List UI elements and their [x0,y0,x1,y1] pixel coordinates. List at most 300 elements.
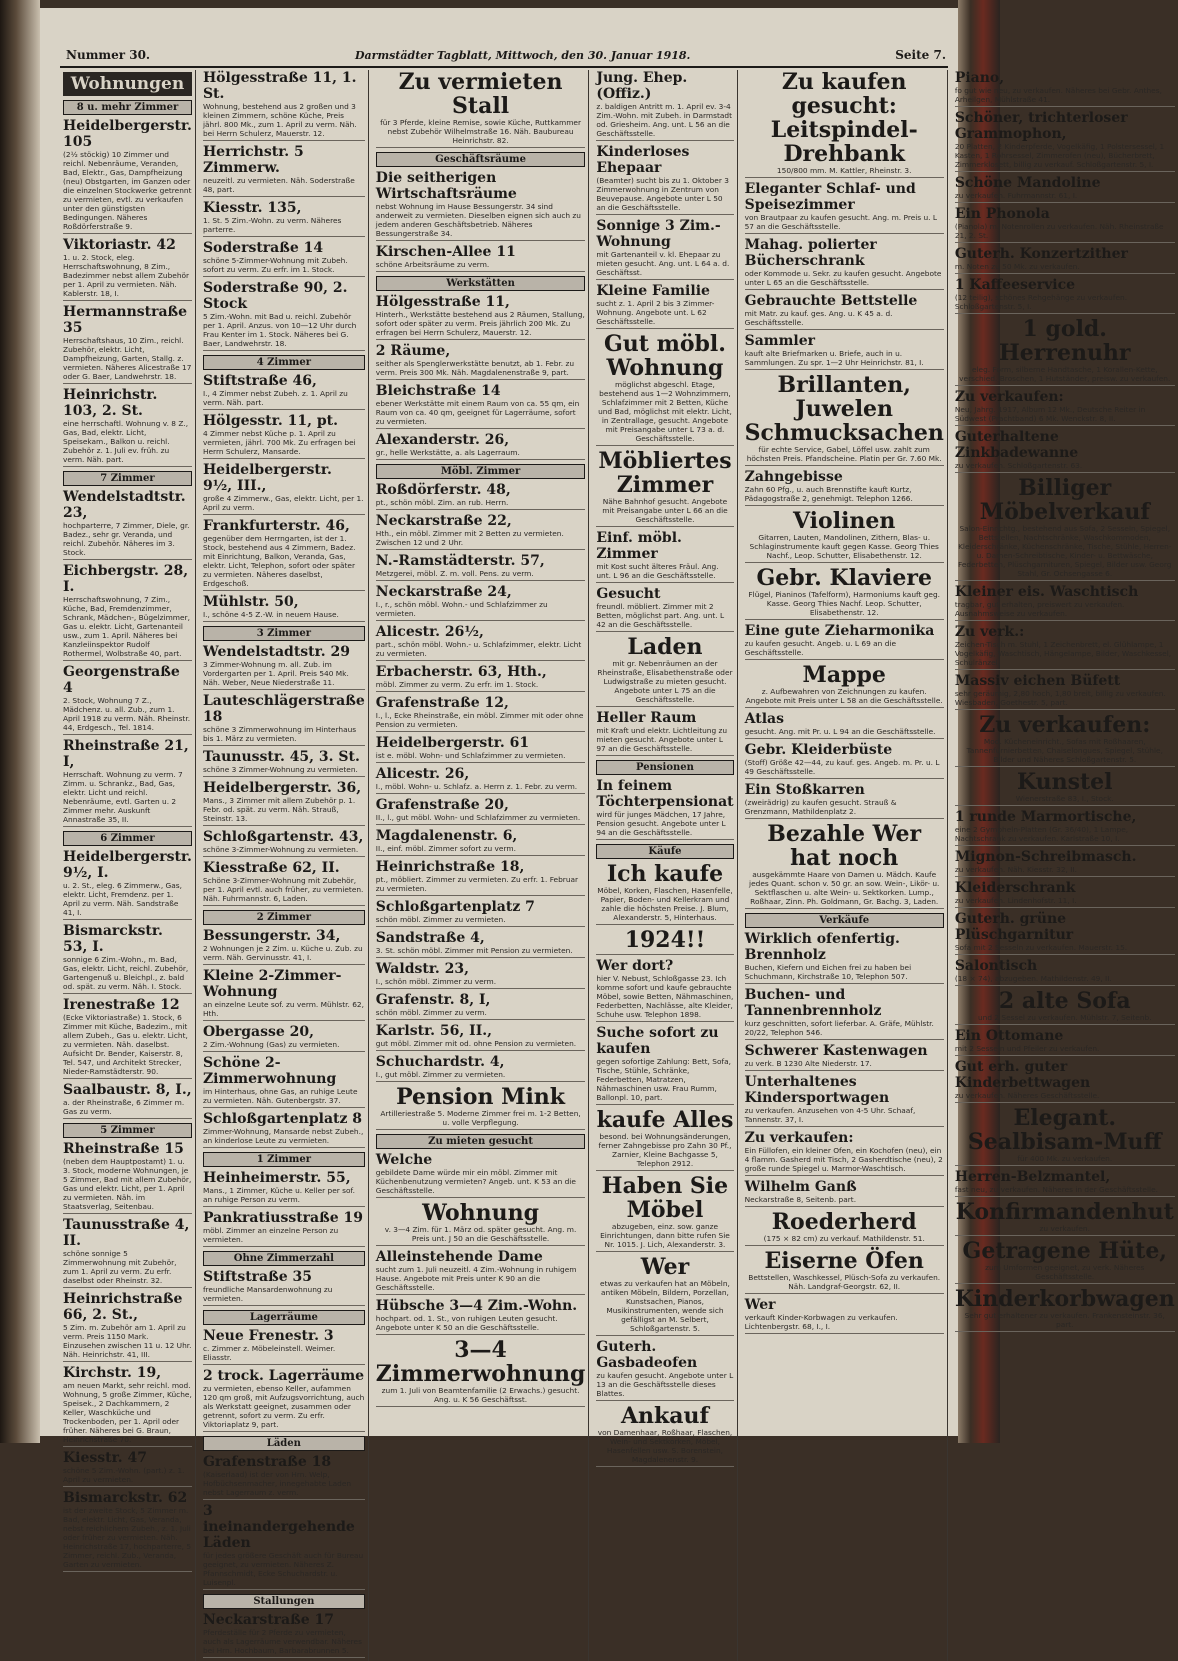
ad-headline: Magdalenenstr. 6, [375,828,518,844]
ad-headline: 1 Kaffeeservice [954,277,1076,293]
category-heading: 2 Zimmer [203,910,365,925]
ad-body: etwas zu verkaufen hat an Möbeln, antiken Möbeln, Bildern, Porzellan, Kunstsachen, Pianos, Musikinstrumenten, wende sich gefälligst an M. Selbert, Schloßgartenstr. 5. [600,1279,730,1333]
ad-body: v. 3—4 Zim. für 1. März od. später gesucht. Ang. m. Preis unt. J 50 an die Geschäftsstelle. [384,1225,577,1243]
ad-headline: Heller Raum [596,710,697,726]
classified-ad [955,911,1175,955]
ad-headline: Wer [744,1297,776,1313]
ad-headline: Neue Frenestr. 3 [202,1328,334,1344]
ad-body: (175 × 82 cm) zu verkauf. Mathildenstr. 51. [763,1234,925,1243]
ad-headline: Kleine Familie [596,283,710,299]
ad-body: Metzgerei, möbl. Z. m. voll. Pens. zu verm. [375,569,534,578]
ad-headline: 2 trock. Lagerräume [202,1368,365,1384]
classified-ad [745,1179,944,1207]
ad-body: wird für junges Mädchen, 17 Jahre, Pension gesucht. Angebote unter L 94 an die Geschäftsstelle. [596,810,726,837]
classified-ad [955,389,1175,426]
ad-headline: Zu verk.: [954,624,1025,640]
classified-ad [203,1328,365,1365]
page-number: Seite 7. [895,48,946,62]
ad-body: Herrschaft. Wohnung zu verm. 7 Zimm. u. Schrankz., Bad, Gas, elektr. Licht und reichl. Nebenräume, evtl. Garten u. 2 Zimmer mehr. Auskunft Annastraße 35, II. [63,770,183,824]
masthead-line: Darmstädter Tagblatt, Mittwoch, den 30. Januar 1918. [355,49,691,62]
classified-ad [376,1338,586,1407]
classified-ad [203,829,365,857]
ad-body: zu kaufen gesucht. Angeb. u. L 69 an die Geschäftsstelle. [744,639,897,657]
ad-headline: Einf. möbl. Zimmer [596,530,682,562]
ad-headline: Billiger Möbelverkauf [979,475,1150,525]
ad-body: schöne Arbeitsräume zu verm. [375,260,490,269]
classified-ad [596,332,733,446]
ad-body: a. der Rheinstraße, 6 Zimmer m. Gas zu verm. [63,1098,185,1116]
classified-ad [376,482,586,510]
ad-body: ist der zweite Stock, 5 Zimmer m. Bad, elektr. Licht, Gas, Veranda, nebst reichlichem Zubeh., z. 1. Juli oder früher zu vermieten. Näh. Heinrichstraße 17, hochparterre, 5 Zimmer, reichl. Zub., Veranda, Garten zu vermieten. [63,1506,192,1569]
ad-body: 3 Zimmer-Wohnung m. all. Zub. im Vordergarten per 1. April. Preis 540 Mk. Näh. Weber, Neue Niederstraße 11. [202,660,349,687]
ad-body: Artilleriestraße 5. Moderne Zimmer frei m. 1-2 Betten, u. volle Verpflegung. [380,1109,581,1127]
page-header [66,48,946,68]
ad-body: ebener Werkstätte mit einem Raum von ca. 55 qm, ein Raum von ca. 40 qm, geeignet für Lagerräume, sofort zu vermieten. [375,399,580,426]
ad-body: schöne 3 Zimmer-Wohnung zu vermieten. [202,765,358,774]
ad-body: Herrschaftswohnung, 7 Zim., Küche, Bad, Fremdenzimmer, Schrank, Mädchen-, Bügelzimmer, Gas u. elektr. Licht, Gartenanteil usw., zum 1. April. Näheres bei Kanzleiinspektor Rudolf Rothermel, Wolbstraße 40, part. [63,595,190,658]
ad-headline: Hölgesstraße 11, [375,294,510,310]
classified-ad [63,1450,192,1487]
ad-body: seither als Spenglerwerkstätte benutzt, ab 1. Febr. zu verm. Preis 300 Mk. Näh. Magdalenenstraße 9, part. [375,359,575,377]
classified-ad [745,333,944,370]
classified-ad [955,880,1175,908]
ad-body: (neben dem Hauptpostamt) 1. u. 3. Stock, moderne Wohnungen, je 5 Zimmer, Bad mit allem Zubehör, Gas und elektr. Licht, per 1. April zu vermieten. Näh. im Staatsverlag, Seitenbau. [63,1157,192,1211]
classified-ad [376,1054,586,1082]
ad-body: an einzelne Leute sof. zu verm. Mühlstr. 62, Hth. [202,1000,364,1018]
ad-headline: Grafenstraße 20, [375,797,509,813]
category-heading: Stallungen [203,1594,365,1609]
ad-headline: Massiv eichen Büfett [954,673,1121,689]
ad-body: hochpart. od. 1. St., von ruhigen Leuten gesucht. Angebote unter K 50 an die Geschäftsstelle. [375,1314,558,1332]
category-heading: 5 Zimmer [63,1123,192,1138]
ad-body: ausgekämmte Haare von Damen u. Mädch. Kaufe jedes Quant. schon v. 50 gr. an sow. Wein-, Likör- u. Sektflaschen u. alte Wein- u. Sektkorken. Lump., Roßhaar, Zinn. Ph. Goldmann, Gr. Bachg. 3, Laden. [749,870,940,906]
ad-body: 5 Zim. m. Zubehör am 1. April zu verm. Preis 1150 Mark. Einzusehen zwischen 11 u. 12 Uhr. Näh. Heinrichstr. 41, III. [63,1323,192,1359]
ad-headline: Mühlstr. 50, [202,594,299,610]
ad-headline: Pension Mink [396,1084,566,1110]
ad-body: Salon-Einrichtg., bestehend aus Sofa, 2 Sesseln, Spiegel, Bettstellen, Nachtschränke, Waschkommoden, Kleiderschränke, Küchenschränke, Tische, Stühle, Herren- u. Damen-Schreibtische, Kinder- u. Bettwäsche, Federbetten, Plüschgarnituren, Spiegel, Bilder usw. Georg Stahl, Gr. Ochsengasse 6. [958,524,1172,578]
ad-body: 2 Zim.-Wohnung (Gas) zu vermieten. [202,1040,340,1049]
classified-ad [955,429,1175,473]
ad-body: (18 × 74), abzugeben. Mathildenstr. 49, II. [954,974,1112,983]
ad-headline: Kiesstr. 135, [202,200,302,216]
ad-headline: Kiesstraße 62, II. [202,860,340,876]
ad-headline: Kinderloses Ehepaar [596,144,690,176]
ad-body: neuzeitl. zu vermieten. Näh. Soderstraße 48, part. [202,176,355,194]
ad-headline: Alleinstehende Dame [375,1249,543,1265]
ad-headline: Eleganter Schlaf- und Speisezimmer [744,181,916,213]
classified-ad [955,110,1175,172]
ad-body: ist e. möbl. Wohn- und Schlafzimmer zu vermieten. [375,751,566,760]
ad-body: zu verkaufen. Lindenhofstr. 11, I. [954,896,1077,905]
classified-ad [376,664,586,692]
ad-body: Zimmer-Wohnung, Mansarde nebst Zubeh., an kinderlose Leute zu vermieten. [202,1127,364,1145]
classified-ad [203,860,365,906]
classified-ad [63,387,192,467]
ad-headline: Wohnung [422,1200,540,1226]
ad-body: gr., helle Werkstätte, a. als Lagerraum. [375,448,520,457]
classified-ad [203,462,365,515]
classified-ad [203,1368,365,1432]
ad-body: hier V. Nebust, Schloßgasse 23. Ich komme sofort und kaufe gebrauchte Möbel, sowie Betten, Nähmaschinen, Federbetten, Nachlässe, alte Kleider, Schuhe usw. Telephon 1898. [596,974,734,1019]
ad-headline: Wirklich ofenfertig. Brennholz [744,931,900,963]
ad-headline: Alicestr. 26, [375,766,470,782]
classified-ad [745,70,944,178]
classified-ad [596,530,733,583]
ad-headline: Wilhelm Ganß [744,1179,857,1195]
ad-headline: Neckarstraße 17 [202,1612,335,1628]
ad-headline: Schwerer Kastenwagen [744,1043,928,1059]
classified-ad [376,513,586,550]
classified-ad [376,1249,586,1295]
classified-ad [203,518,365,591]
ad-headline: Heidelbergerstr. 61 [375,735,530,751]
ad-headline: Ein Ottomane [954,1028,1064,1044]
classified-ad [596,218,733,280]
ad-headline: Heinheimerstr. 55, [202,1170,351,1186]
classified-ad [203,373,365,410]
ad-headline: Obergasse 20, [202,1024,314,1040]
ad-body: Ein Füllofen, ein kleiner Ofen, ein Kochofen (neu), ein 4 flamm. Gasherd mit Tisch, 2 Gasherdtische (neu), 2 große runde Spiegel u. Marmor-Waschtisch. [744,1146,943,1173]
ad-headline: 1 runde Marmortische, [954,809,1137,825]
category-heading: Ohne Zimmerzahl [203,1251,365,1266]
ad-body: Gitarren, Lauten, Mandolinen, Zithern, Blas- u. Schlaginstrumente kauft gegen Kasse. Georg Thies Nachf., Leop. Schutter, Elisabethenstr. 12. [749,533,939,560]
classified-ad [745,623,944,660]
classified-ad [596,635,733,707]
classified-ad [596,1174,733,1252]
classified-ad [376,899,586,927]
classified-ad [203,693,365,746]
classified-ad [63,1365,192,1447]
ad-body: besond. bei Wohnungsänderungen, ferner Zahngebisse pro Zahn 30 Pf., Zarnier, Kleine Bachgasse 5, Telephon 2912. [598,1132,732,1168]
classified-ad [376,70,586,148]
ad-body: zu vermieten, ebenso Keller, aufammen 120 qm groß, mit Aufzugsvorrichtung, auch als Werkstatt geeignet, zusammen oder getrennt, sofort zu verm. Zu erfr. Viktoriaplatz 9, part. [202,1384,365,1429]
classified-ad [955,770,1175,806]
ad-headline: Rheinstraße 15 [63,1141,184,1157]
ad-headline: Schöner, trichterloser Grammophon, [954,110,1128,142]
ad-body: 150/800 mm. M. Kattler, Rheinstr. 3. [776,166,912,175]
classified-ad [63,849,192,920]
category-heading: 3 Zimmer [203,626,365,641]
ad-body: schöne sonnige 5 Zimmerwohnung mit Zubehör, zum 1. April zu verm. Zu erfr. daselbst oder Rheinstr. 32. [63,1249,177,1285]
ad-headline: Mignon-Schreibmasch. [954,849,1137,865]
ad-headline: Laden [627,634,703,660]
ad-body: sonnige 6 Zim.-Wohn., m. Bad, Gas, elektr. Licht, reichl. Zubehör, Gartengenuß u. Bleichpl., z. bald od. spät. zu verm. Näh. I. Stock. [63,955,189,991]
classified-ad [745,1130,944,1176]
issue-number: Nummer 30. [66,48,151,62]
classified-ad [596,778,733,840]
classified-ad [955,1028,1175,1056]
classified-ad [203,749,365,777]
ad-body: pt., schön möbl. Zim. an rub. Herrn. [375,498,509,507]
ad-headline: Getragene Hüte, [962,1238,1167,1264]
category-heading: Käufe [596,844,733,859]
ad-body: zu verkaufen. Näh. Kiesstr. 32, II. [954,865,1077,874]
ad-body: Buchen, Kiefern und Eichen frei zu haben bei Schuchmann, Kirchstraße 10, Telephon 507. [744,963,912,981]
ad-headline: Gebr. Kleiderbüste [744,742,893,758]
category-heading: 6 Zimmer [63,831,192,846]
ad-body: 1. u. 2. Stock, eleg. Herrschaftswohnung, 8 Zim., Badezimmer nebst allem Zubehör per 1. April zu vermieten. Näh. Kablerstr. 18, I. [63,253,190,298]
classified-ad [63,1217,192,1288]
classified-ad [376,553,586,581]
ad-body: mit gr. Nebenräumen an der Rheinstraße, Elisabethenstraße oder Ludwigstraße zu mieten gesucht. Angebote unter L 75 an die Geschäftsstelle. [597,659,733,704]
ad-headline: Ankauf [620,1403,709,1429]
classified-ad [376,797,586,825]
ad-body: gut möbl. Zimmer mit od. ohne Pension zu vermieten. [375,1039,577,1048]
ad-body: kauft alte Briefmarken u. Briefe, auch in u. Sammlungen. Zu spr. 1—2 Uhr Heinrichstr. 81, I. [744,349,924,367]
classified-ad [203,644,365,690]
ad-headline: Schloßgartenplatz 7 [375,899,535,915]
category-heading: Geschäftsräume [376,152,586,167]
ad-body: Wohnung, bestehend aus 2 großen und 3 kleinen Zimmern, schöne Küche, Preis jährl. 800 Mk., zum 1. April zu verm. Näh. bei Herrn Schulerz, Mauerstr. 12. [202,102,357,138]
ad-body: fast neu, zu verkaufen. Näheres in der Geschäftsstelle. [954,1185,1158,1194]
ad-body: zu kaufen gesucht. Angebote unter L 13 an die Geschäftsstelle dieses Blattes. [596,1371,734,1398]
classified-ad [203,1210,365,1247]
ad-body: 1. St. 5 Zim.-Wohn. zu verm. Näheres parterre. [202,216,342,234]
classified-ad [376,859,586,896]
ad-body: Sofa mit 2 Sesseln zu verkaufen. Mauerstr. 15. [954,943,1128,952]
ad-body: 3. St. schön möbl. Zimmer mit Pension zu vermieten. [375,946,573,955]
ad-body: c. Zimmer z. Möbeleinstell. Weimer. Eliasstr. [202,1344,336,1362]
classified-ad [203,144,365,197]
ad-headline: Zu verkaufen: [744,1130,854,1146]
ad-body: Bettstellen, Waschkessel, Plüsch-Sofa zu verkaufen. Näh. Landgraf-Georgstr. 62, II. [748,1273,941,1291]
ad-headline: Roederherd [771,1209,917,1235]
ad-headline: Heidelbergerstr. 36, [202,780,362,796]
ad-headline: Piano, [954,70,1005,86]
ad-headline: Schloßgartenstr. 43, [202,829,364,845]
category-heading: 1 Zimmer [203,1152,365,1167]
ad-headline: Wer [640,1254,690,1280]
newspaper-page [40,8,1175,1655]
classified-ad [955,1059,1175,1103]
ad-headline: Neckarstraße 24, [375,584,512,600]
ad-body: (12 teilig), schönes Rehgehänge zu verkaufen. Schloßgartenstr. 5, I. [954,293,1128,311]
classified-ad [745,293,944,330]
classified-ad [63,563,192,661]
classified-ad [376,244,586,272]
ad-headline: Ich kaufe [606,861,724,887]
classified-ad [955,989,1175,1025]
ad-headline: Neckarstraße 22, [375,513,512,529]
category-heading: Werkstätten [376,276,586,291]
ad-body: 2. Stock, Wohnung 7 Z., Mädchenz. u. all. Zub., zum 1. April 1918 zu verm. Näh. Rheinstr. 44, Erdgesch., Tel. 1814. [63,696,191,732]
ad-headline: Gesucht [596,586,661,602]
classified-ad [955,1106,1175,1166]
ad-headline: N.-Ramstädterstr. 57, [375,553,545,569]
ad-body: schöne 3 Zimmerwohnung im Hinterhaus bis 1. März zu vermieten. [202,725,357,743]
ad-body: von Damenhaar, Roßhaar, Flaschen, Wein- und Sektkorken, Möbel, Hasenfellen usw. S. Borenstein, Magdalenenstr. 9. [597,1428,733,1464]
classified-ad [955,673,1175,710]
ad-headline: Alicestr. 26½, [375,624,484,640]
classified-ad [203,968,365,1021]
ad-headline: Herren-Belzmantel, [954,1169,1111,1185]
ad-headline: Schuchardstr. 4, [375,1054,505,1070]
classified-ad [63,997,192,1079]
classified-ad [745,181,944,234]
ad-body: Zahn 60 Pfg., u. auch Brennstifte kauft Kurtz, Pädagogstraße 2, genehmigt. Telephon 1266. [744,485,913,503]
ad-body: m. Noten zu 50 Mk. zu verkaufen. [954,262,1080,271]
ad-headline: Konfirmandenhut [955,1199,1174,1225]
ad-headline: Kleiner eis. Waschtisch [954,584,1139,600]
classified-ad [203,1503,365,1590]
classified-ad [203,1111,365,1148]
ad-headline: Pankratiusstraße 19 [202,1210,364,1226]
ad-body: möglichst abgeschl. Etage, bestehend aus 1—2 Wohnzimmern, Schlafzimmer mit 2 Betten, Küche und Bad, möglichst mit elektr. Licht, in Zentrallage, gesucht. Angebote mit Preisangabe unter L 73 a. d. Geschäftsstelle. [598,380,732,443]
classified-ad [376,383,586,429]
classified-ad [955,809,1175,846]
ad-headline: Taunusstraße 4, II. [63,1217,190,1249]
classified-ad [63,1490,192,1572]
ad-headline: Suche sofort zu kaufen [596,1025,719,1057]
classified-ad [63,923,192,994]
category-heading: Verkäufe [745,913,944,928]
ad-headline: Stiftstraße 46, [202,373,317,389]
classified-ad [596,958,733,1022]
ad-headline: Waldstr. 23, [375,961,470,977]
ad-body: part., schön möbl. Wohn.- u. Schlafzimmer, elektr. Licht zu vermieten. [375,640,582,658]
classified-ad [376,1201,586,1246]
ad-body: Möbel, Korken, Flaschen, Hasenfelle, Papier, Boden- und Kellerkram und zahle die höchsten Preise. J. Blum, Alexanderstr. 5, Hinterhaus. [597,886,733,922]
ad-headline: Haben Sie Möbel [601,1173,729,1223]
ad-body: I., schöne 4-5 Z.-W. in neuem Hause. [202,610,339,619]
ad-body: zu verkaufen. [1039,1224,1090,1233]
category-heading: 7 Zimmer [63,471,192,486]
classified-ad [596,710,733,756]
ad-headline: Sonnige 3 Zim.-Wohnung [596,218,721,250]
ad-headline: Eiserne Öfen [764,1248,924,1274]
ad-body: (Stoff) Größe 42—44, zu kauf. ges. Angeb. m. Pr. u. L 49 Geschäftsstelle. [744,758,940,776]
ad-headline: Karlstr. 56, II., [375,1023,492,1039]
section-banner: Wohnungen [63,72,192,96]
ad-body: (Pianola) m. Notenrollen zu verkaufen. Näh. Rheinstraße 21, 2. St. [954,222,1164,240]
column-4 [593,70,737,1661]
ad-headline: Bezahle Wer hat noch [767,821,922,871]
ad-body: sucht zum 1. Juli neuzeitl. 4 Zim.-Wohnung in ruhigem Hause. Angebote mit Preis unter K 90 an die Geschäftsstelle. [375,1265,577,1292]
ad-headline: Schöne 2-Zimmerwohnung [202,1055,337,1087]
ad-body: von Brautpaar zu kaufen gesucht. Ang. m. Preis u. L 57 an die Geschäftsstelle. [744,213,937,231]
ad-body: II., einf. möbl. Zimmer sofort zu verm. [375,844,516,853]
ad-body: 2 Wohnungen je 2 Zim. u. Küche u. Zub. zu verm. Näh. Gervinusstr. 41, I. [202,944,363,962]
ad-headline: Schloßgartenplatz 8 [202,1111,363,1127]
classified-ad [376,584,586,621]
ad-body: verkauft Kinder-Korbwagen zu verkaufen. Lichtenbergstr. 68, I., I. [744,1313,898,1331]
classified-ad [376,1023,586,1051]
classified-ad [63,738,192,827]
category-heading: Zu mieten gesucht [376,1134,586,1149]
ad-body: gebildete Dame würde mir ein möbl. Zimmer mit Küchenbenutzung vermieten? Angeb. unt. K 53 an die Geschäftsstelle. [375,1168,576,1195]
ad-headline: Unterhaltenes Kindersportwagen [744,1074,890,1106]
ad-headline: Eichbergstr. 28, I. [63,563,189,595]
classified-ad [745,469,944,506]
ad-body: zum Umformen geeignet, zu verk. Näheres Geschäftsstelle. [985,1263,1145,1281]
classified-ad [376,624,586,661]
ad-body: Hth., ein möbl. Zimmer mit 2 Betten zu vermieten. Zwischen 12 und 2 Uhr. [375,529,564,547]
column-3 [373,70,590,1661]
classified-ad [955,476,1175,581]
ad-headline: Jung. Ehep. (Offiz.) [596,70,688,102]
classified-ad [955,175,1175,203]
ad-headline: Kleiderschrank [954,880,1076,896]
ad-body: schön möbl. Zimmer zu verm. [375,1008,487,1017]
classified-ad [955,206,1175,243]
classified-ad [745,566,944,620]
ad-body: Mans., 1 Zimmer, Küche u. Keller per sof. an ruhige Person zu verm. [202,1186,355,1204]
classified-ad [376,294,586,340]
ad-body: (Kaiserlaad) ist der von Hrn. Welp, Hofbüchsenmacher, innegehabte Laden nebst Lagerraum z. verm. [202,1470,352,1497]
column-6 [952,70,1178,1661]
classified-ad [63,304,192,384]
classified-ad [745,1249,944,1294]
ad-body: I., 4 Zimmer nebst Zubeh. z. 1. April zu verm. Näh. part. [202,389,348,407]
ad-body: mit Kost sucht älteres Fräul. Ang. unt. L 96 an die Geschäftsstelle. [596,562,719,580]
classified-ad [745,373,944,466]
classified-ad [63,1291,192,1362]
ad-body: Herrschaftshaus, 10 Zim., reichl. Zubehör, elektr. Licht, Dampfheizung, Garten, Stallg. z. vermieten. Näheres Alicestraße 17 oder G. Baer, Landwehrstr. 18. [63,336,192,381]
classified-ad [745,931,944,984]
ad-headline: Gebr. Klaviere [756,565,932,591]
ad-body: kurz geschnitten, sofort lieferbar. A. Gräfe, Mühlstr. 20/22, Telephon 546. [744,1019,934,1037]
ad-body: zu verkaufen. Fuhrmannstr. 61, I. [954,191,1078,200]
ad-headline: Heidelbergerstr. 9½, III., [202,462,332,494]
ad-headline: Die seitherigen Wirtschaftsräume [375,170,517,202]
ad-body: Mod. Kücheneinricht., Sofas mit Roßhaaren, Tannenfurnierbetten, Chaiselongues, Spiegel, Stühle, Bilder und Näheres Schloßgartenstr. 5. [966,737,1163,764]
classified-ad [63,489,192,560]
classified-ad [745,742,944,779]
ad-body: (Ecke Viktoriastraße) 1. Stock, 6 Zimmer mit Küche, Badezim., mit allem Zubeh., Gas u. elektr. Licht, zu vermieten. Näh. daselbst. Aufsicht Dr. Bender, Kaiserstr. 8, Tel. 547, und Architekt Strecker, Nieder-Ramstädterstr. 90. [63,1013,188,1076]
classified-ad [203,1454,365,1500]
ad-body: mit Matr. zu kauf. ges. Ang. u. K 45 a. d. Geschäftsstelle. [744,309,893,327]
classified-ad [376,1152,586,1198]
ad-headline: Wendelstadtstr. 29 [202,644,350,660]
ad-headline: Mahag. polierter Bücherschrank [744,237,877,269]
ad-body: Flügel, Pianinos (Tafelform), Harmoniums kauft geg. Kasse. Georg Thies Nachf. Leop. Schutter, Elisabethenstr. 12. [748,590,941,617]
classified-ad [376,828,586,856]
classified-ad [376,766,586,794]
ad-body: möbl. Zimmer zu verm. Zu erfr. im 1. Stock. [375,680,539,689]
ad-headline: Gut möbl. Wohnung [603,331,726,381]
classified-ad [203,780,365,826]
classified-ad [203,1269,365,1306]
ad-headline: Soderstraße 90, 2. Stock [202,280,348,312]
ad-body: I., r., schön möbl. Wohn.- und Schlafzimmer zu vermieten. [375,600,548,618]
category-heading: 8 u. mehr Zimmer [63,100,192,115]
ad-headline: Bismarckstr. 53, I. [63,923,163,955]
classified-ad [596,1025,733,1105]
ad-headline: Heinrichstraße 18, [375,859,525,875]
ad-body: für jedes größere Geschäft auch für Bureau geeignet, zu vermieten. Näheres Z. Pfannschmidt, Ecke Schuchardstr. u. Luisenpl. [202,1551,364,1587]
ad-headline: Soderstraße 14 [202,240,324,256]
ad-body: Neu, Jahrg. 1917, Album 12 Mk., Deutsche Reiter in Südwest (Prachtband) 6 Mk. Wenckstr. 8, II. [954,405,1146,423]
ad-body: (zweirädrig) zu kaufen gesucht. Strauß & Grenzmann, Mathildenplatz 2. [744,798,897,816]
ad-body: sehr geräumig, 2,80 hoch, 1,80 breit, billig zu verkaufen. Wiesbaden, Goethestr. 5, part. [954,689,1166,707]
classified-ad [596,1108,733,1171]
ad-headline: Kirschen-Allee 11 [375,244,516,260]
classified-ad [376,343,586,380]
ad-body: zu verk. B 1230 Alte Niederstr. 17. [744,1059,872,1068]
ad-headline: Heidelbergerstr. 9½, I. [63,849,192,881]
ad-body: I., möbl. Wohn- u. Schlafz. a. Herrn z. 1. Febr. zu verm. [375,782,578,791]
ad-body: zu verkaufen. Anzusehen von 4-5 Uhr. Schaaf, Tannenstr. 37, I. [744,1106,916,1124]
ad-body: für 400 Mk. zu verkaufen. [1017,1154,1113,1163]
ad-headline: Eine gute Zieharmonika [744,623,935,639]
classified-ad [745,1043,944,1071]
ad-body: Zeichen-Tisch m. Stuhl, 1 Zeichenbrett, el. Glühlampe, 1 Vogelkäfig, Waschtisch, Hängelampe, Bilder, Waschkessel, Schulränzel. [954,640,1172,667]
ad-body: I., gut möbl. Zimmer zu vermieten. [375,1070,506,1079]
classified-ad [745,237,944,290]
ad-headline: Irenestraße 12 [63,997,180,1013]
ad-body: gegenüber dem Herrngarten, ist der 1. Stock, bestehend aus 4 Zimmern, Badez. mit Einrichtung, Balkon, Veranda, Gas, elektr. Licht, Telephon, sofort oder später zu vermieten. Näheres daselbst, Erdgeschoß. [202,534,356,588]
ad-headline: Zu verkaufen: [954,389,1064,405]
